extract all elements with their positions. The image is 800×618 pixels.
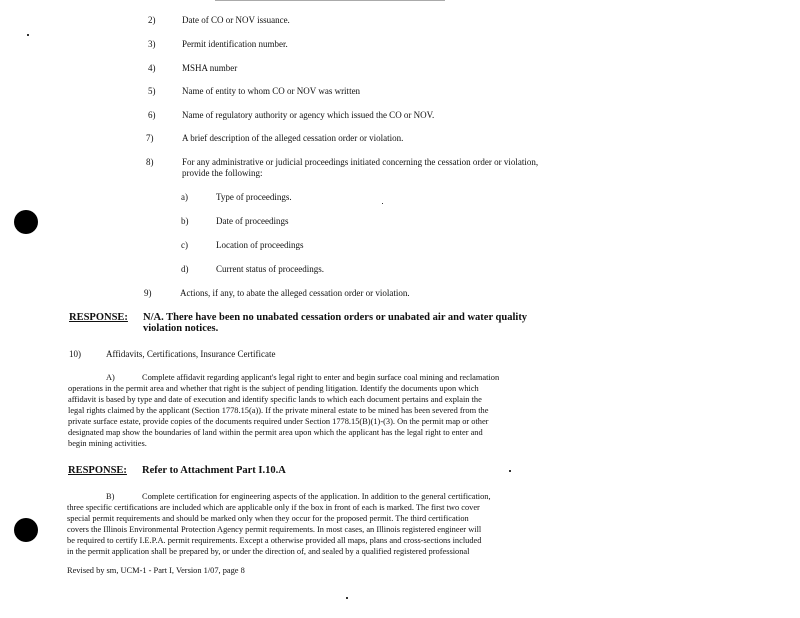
scan-speck [346, 597, 348, 599]
response-label: RESPONSE: [68, 465, 127, 476]
paragraph-line: Complete affidavit regarding applicant's legal right to enter and begin surface coal mining and reclamation [142, 373, 500, 382]
paragraph-line: three specific certifications are included which are applicable only if the box in front of each is marked. The first two cover [67, 503, 480, 512]
paragraph-line: designated map show the boundaries of land within the permit area upon which the applicant has the legal right to enter and [68, 428, 483, 437]
list-text: Actions, if any, to abate the alleged cessation order or violation. [180, 288, 410, 298]
scan-speck [509, 470, 511, 472]
scan-speck [382, 203, 383, 204]
scan-speck [27, 34, 29, 36]
response-text: N/A. There have been no unabated cessation orders or unabated air and water quality [143, 312, 528, 323]
sub-number: d) [181, 264, 189, 274]
sub-text: Type of proceedings. [216, 192, 292, 202]
paragraph-label: B) [106, 492, 115, 501]
sub-text: Current status of proceedings. [216, 264, 324, 274]
list-number: 7) [146, 133, 154, 143]
list-number: 8) [146, 157, 154, 167]
paragraph-line: covers the Illinois Environmental Protection Agency permit requirements. In most cases, an Illinois registered engineer will [67, 525, 482, 534]
list-number: 5) [148, 86, 156, 96]
cut-top-text-fragment [215, 0, 445, 1]
list-text: Date of CO or NOV issuance. [182, 15, 290, 25]
list-text: Permit identification number. [182, 39, 288, 49]
sub-number: a) [181, 192, 188, 202]
list-text: Name of regulatory authority or agency which issued the CO or NOV. [182, 110, 435, 120]
list-number: 4) [148, 63, 156, 73]
list-number: 2) [148, 15, 156, 25]
paragraph-line: operations in the permit area and whether that right is the subject of pending litigation. Identify the documents upon which [68, 384, 479, 393]
sub-text: Date of proceedings [216, 216, 289, 226]
list-text: MSHA number [182, 63, 238, 73]
list-text: For any administrative or judicial proceedings initiated concerning the cessation order or violation, [182, 157, 539, 167]
paragraph-line: private surface estate, provide copies of the documents required under Section 1778.15(B)(1)-(3). On the permit map or other [68, 417, 489, 426]
list-text-continued: provide the following: [182, 168, 263, 178]
punch-hole-top [14, 210, 38, 234]
sub-number: c) [181, 240, 188, 250]
paragraph-line: affidavit is based by type and date of execution and identify specific lands to which each document pertains and explain the [68, 395, 482, 404]
page-footer: Revised by sm, UCM-1 - Part I, Version 1/07, page 8 [67, 566, 245, 575]
list-text: A brief description of the alleged cessation order or violation. [182, 133, 404, 143]
list-number: 9) [144, 288, 152, 298]
sub-number: b) [181, 216, 189, 226]
section-title: Affidavits, Certifications, Insurance Certificate [106, 349, 276, 359]
response-text: Refer to Attachment Part I.10.A [142, 465, 286, 476]
list-text: Name of entity to whom CO or NOV was written [182, 86, 361, 96]
paragraph-line: legal rights claimed by the applicant (Section 1778.15(a)). If the private mineral estate to be mined has been severed from the [68, 406, 489, 415]
list-number: 6) [148, 110, 156, 120]
sub-text: Location of proceedings [216, 240, 304, 250]
response-text-continued: violation notices. [143, 323, 219, 334]
paragraph-line: Complete certification for engineering aspects of the application. In addition to the general certification, [142, 492, 491, 501]
paragraph-line: begin mining activities. [68, 439, 147, 448]
list-number: 3) [148, 39, 156, 49]
paragraph-line: be required to certify I.E.P.A. permit requirements. Except a otherwise provided all maps, plans and cross-sections included [67, 536, 482, 545]
paragraph-label: A) [106, 373, 115, 382]
response-label: RESPONSE: [69, 312, 128, 323]
paragraph-line: in the permit application shall be prepared by, or under the direction of, and sealed by a qualified registered professional [67, 547, 470, 556]
paragraph-line: special permit requirements and should be marked only when they occur for the proposed permit. The third certification [67, 514, 469, 523]
punch-hole-bottom [14, 518, 38, 542]
section-number: 10) [69, 349, 81, 359]
